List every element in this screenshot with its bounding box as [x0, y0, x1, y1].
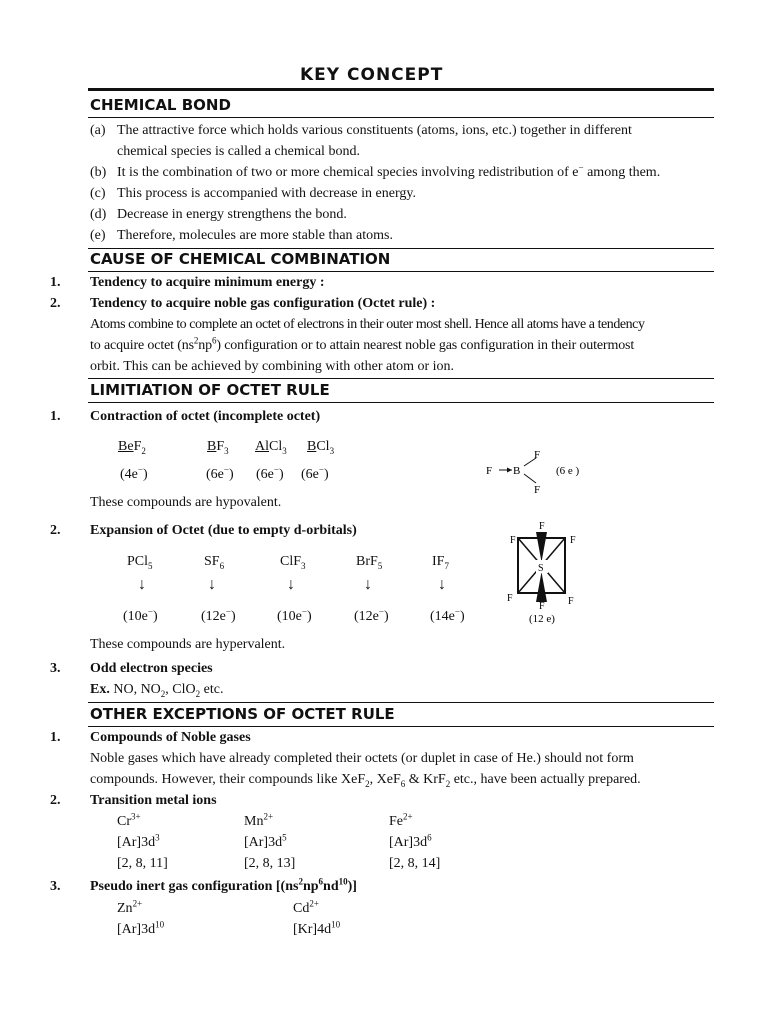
list-number: 1. [50, 730, 61, 745]
atom-label: F [539, 521, 545, 532]
atom-label: F [570, 535, 576, 546]
atom-label: S [538, 563, 544, 574]
compound-formula: PCl$_5$ [127, 554, 153, 571]
paragraph-line: compounds. However, their compounds like XeF$_2$, XeF$_6$ & KrF$_2$ etc., have been actually prepared. [90, 772, 641, 789]
point-heading: Pseudo inert gas configuration $[(ns^2np^6nd^{10})]$ [90, 876, 357, 894]
electron-configuration: $[Kr]4d^{10}$ [293, 919, 341, 937]
paragraph-line: Atoms combine to complete an octet of electrons in their outer most shell. Hence all atoms have a tendency [90, 317, 645, 332]
list-number: 2. [50, 523, 61, 538]
paragraph-line: Noble gases which have already completed their octets (or duplet in case of He.) should not form [90, 751, 634, 766]
point-heading: Compounds of Noble gases [90, 730, 251, 745]
electron-count: (6e−) [256, 464, 284, 482]
paragraph-line: These compounds are hypervalent. [90, 637, 286, 652]
sf6-structure-diagram [503, 518, 583, 628]
section-heading-other-exceptions: OTHER EXCEPTIONS OF OCTET RULE [90, 705, 395, 723]
item-label: (c) [90, 186, 106, 201]
item-text: Decrease in energy strengthens the bond. [117, 207, 347, 222]
title-rule [88, 88, 714, 91]
page-title: KEY CONCEPT [300, 65, 444, 85]
electron-count: (6 e ) [556, 465, 580, 477]
compound-formula: ClF$_3$ [280, 554, 306, 571]
ion-symbol: $Cd^{2+}$ [293, 898, 319, 916]
item-text: Therefore, molecules are more stable than atoms. [117, 228, 393, 243]
section-heading-cause: CAUSE OF CHEMICAL COMBINATION [90, 250, 391, 268]
example-line: Ex. NO, $NO_2$, ClO$_2$ etc. [90, 682, 224, 699]
section-heading-chemical-bond: CHEMICAL BOND [90, 96, 231, 114]
electron-configuration: $[Ar]3d^5$ [244, 832, 287, 850]
ion-symbol: $Mn^{2+}$ [244, 811, 274, 829]
section-rule [88, 402, 714, 403]
list-number: 2. [50, 296, 61, 311]
section-rule [88, 378, 714, 379]
shell-configuration: [2, 8, 13] [244, 856, 296, 871]
item-label: (e) [90, 228, 106, 243]
compound-formula: AlCl$_3$ [255, 439, 287, 456]
point-heading: Tendency to acquire minimum energy : [90, 275, 325, 290]
list-number: 1. [50, 275, 61, 290]
list-number: 1. [50, 409, 61, 424]
electron-count: (10e−) [277, 606, 312, 624]
shell-configuration: [2, 8, 11] [117, 856, 168, 871]
item-text: The attractive force which holds various constituents (atoms, ions, etc.) together in different [117, 123, 632, 138]
electron-count: (10e−) [123, 606, 158, 624]
electron-count: (6e−) [301, 464, 329, 482]
atom-label: F [534, 484, 541, 496]
compound-formula: BeF$_2$ [118, 439, 146, 456]
electron-count: (12e−) [354, 606, 389, 624]
compound-formula: $SF_6$ [204, 554, 225, 571]
point-heading: Tendency to acquire noble gas configuration (Octet rule) : [90, 296, 436, 311]
item-label: (d) [90, 207, 107, 222]
atom-label: F [539, 601, 545, 612]
point-heading: Transition metal ions [90, 793, 217, 808]
section-rule [88, 248, 714, 249]
point-heading: Odd electron species [90, 661, 213, 676]
list-number: 2. [50, 793, 61, 808]
shell-configuration: [2, 8, 14] [389, 856, 441, 871]
item-text: chemical species is called a chemical bond. [117, 144, 360, 159]
ion-symbol: $Zn^{2+}$ [117, 898, 143, 916]
atom-label: F [534, 449, 541, 461]
paragraph-line: orbit. This can be achieved by combining with other atom or ion. [90, 359, 455, 374]
section-rule [88, 726, 714, 727]
bf3-structure-diagram [480, 446, 590, 496]
item-text: This process is accompanied with decrease in energy. [117, 186, 416, 201]
compound-formula: BrF$_5$ [356, 554, 383, 571]
section-heading-limitation: LIMITIATION OF OCTET RULE [90, 381, 330, 399]
electron-count: (6e−) [206, 464, 234, 482]
section-rule [88, 117, 714, 118]
atom-label: F [510, 535, 516, 546]
ion-symbol: $Cr^{3+}$ [117, 811, 141, 829]
electron-configuration: $[Ar]3d^6$ [389, 832, 432, 850]
list-number: 3. [50, 661, 61, 676]
down-arrow: ↓ [287, 576, 295, 593]
electron-count: (14e−) [430, 606, 465, 624]
section-rule [88, 702, 714, 703]
electron-count: (4e−) [120, 464, 148, 482]
electron-configuration: $[Ar]3d^3$ [117, 832, 160, 850]
item-label: (a) [90, 123, 106, 138]
down-arrow: ↓ [208, 576, 216, 593]
paragraph-line: to acquire octet $(ns^2np^6)$ configuration or to attain nearest noble gas configuration in their outermost [90, 335, 635, 353]
paragraph-line: These compounds are hypovalent. [90, 495, 282, 510]
compound-formula: BCl$_3$ [307, 439, 335, 456]
atom-label: F [486, 465, 493, 477]
ion-symbol: $Fe^{2+}$ [389, 811, 413, 829]
point-heading: Expansion of Octet (due to empty d-orbitals) [90, 523, 357, 538]
item-text: It is the combination of two or more chemical species involving redistribution of e− among them. [117, 162, 661, 180]
compound-formula: $BF_3$ [207, 439, 229, 456]
atom-label: F [507, 593, 513, 604]
section-rule [88, 271, 714, 272]
compound-formula: $IF_7$ [432, 554, 449, 571]
electron-count: (12e−) [201, 606, 236, 624]
atom-label: F [568, 596, 574, 607]
atom-label: B [513, 465, 521, 477]
down-arrow: ↓ [138, 576, 146, 593]
down-arrow: ↓ [364, 576, 372, 593]
list-number: 3. [50, 879, 61, 894]
down-arrow: ↓ [438, 576, 446, 593]
electron-count: (12 e) [529, 613, 555, 625]
point-heading: Contraction of octet (incomplete octet) [90, 409, 321, 424]
electron-configuration: $[Ar]3d^{10}$ [117, 919, 165, 937]
item-label: (b) [90, 165, 107, 180]
